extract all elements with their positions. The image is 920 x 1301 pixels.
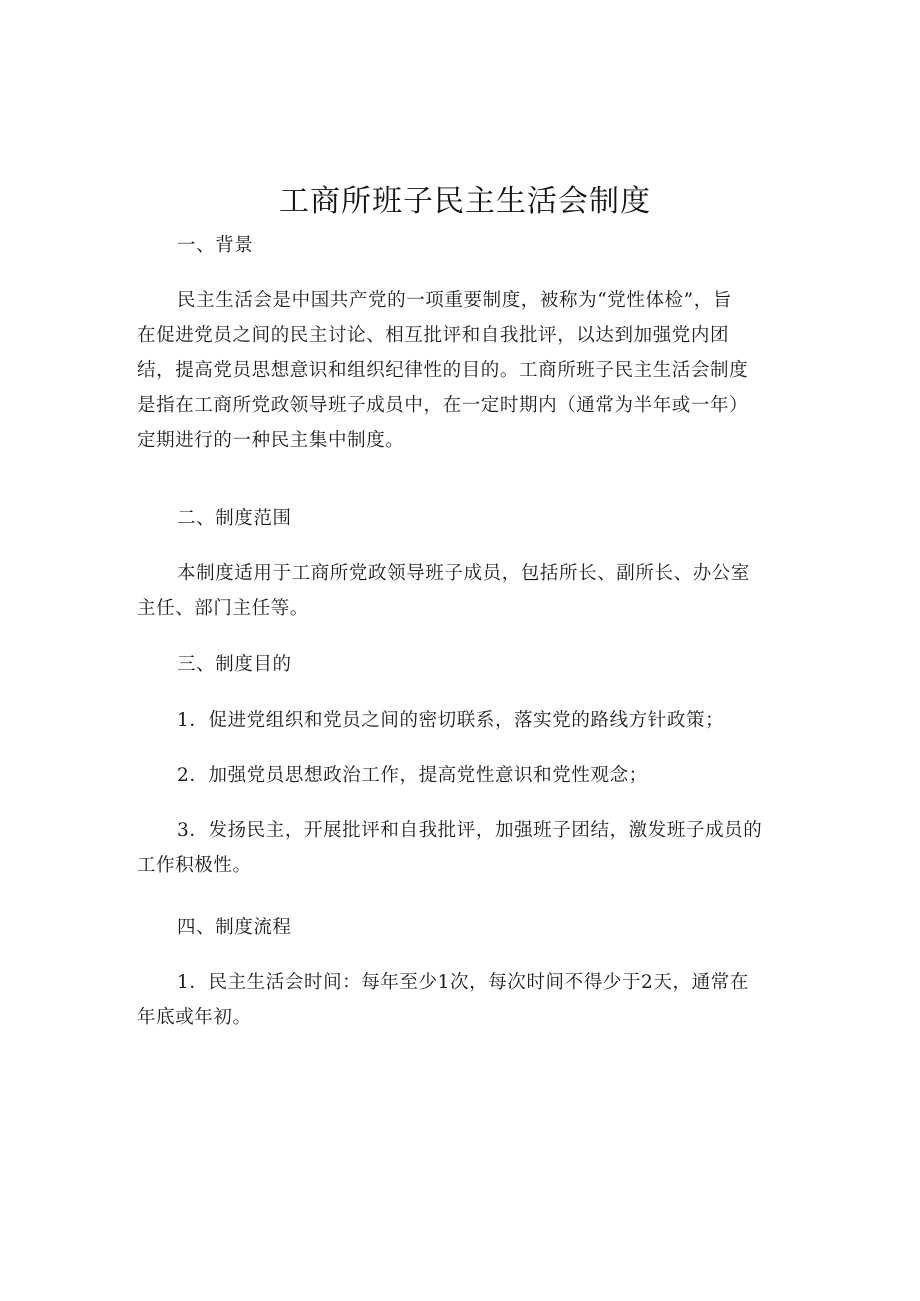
section-heading-scope: 二、制度范围 [177,508,292,529]
list-item-line: 工作积极性。 [137,855,252,876]
list-item-line: 1．民主生活会时间：每年至少1次，每次时间不得少于2天，通常在 [177,972,749,993]
paragraph-line: 在促进党员之间的民主讨论、相互批评和自我批评，以达到加强党内团 [137,325,730,346]
paragraph-line: 民主生活会是中国共产党的一项重要制度，被称为“党性体检”，旨 [177,290,732,311]
list-item-line: 1．促进党组织和党员之间的密切联系，落实党的路线方针政策； [177,710,725,731]
paragraph-line: 定期进行的一种民主集中制度。 [137,430,405,451]
section-paragraph-scope [137,556,795,626]
list-item [137,703,795,738]
paragraph-line: 是指在工商所党政领导班子成员中，在一定时期内（通常为半年或一年） [137,395,749,416]
section-heading-background: 一、背景 [177,235,254,256]
list-item [137,813,795,883]
list-item-line: 2．加强党员思想政治工作，提高党性意识和党性观念； [177,765,648,786]
section-heading-purpose: 三、制度目的 [177,654,292,675]
list-item [137,758,795,793]
list-item [137,965,795,1035]
section-heading-process: 四、制度流程 [177,917,292,938]
paragraph-line: 主任、部门主任等。 [137,598,309,619]
list-item-line: 3．发扬民主，开展批评和自我批评，加强班子团结，激发班子成员的 [177,820,763,841]
document-title: 工商所班子民主生活会制度 [279,184,651,219]
section-paragraph-background [137,283,795,458]
list-item-line: 年底或年初。 [137,1007,252,1028]
paragraph-line: 本制度适用于工商所党政领导班子成员，包括所长、副所长、办公室 [177,563,751,584]
paragraph-line: 结，提高党员思想意识和组织纪律性的目的。工商所班子民主生活会制度 [137,360,749,381]
